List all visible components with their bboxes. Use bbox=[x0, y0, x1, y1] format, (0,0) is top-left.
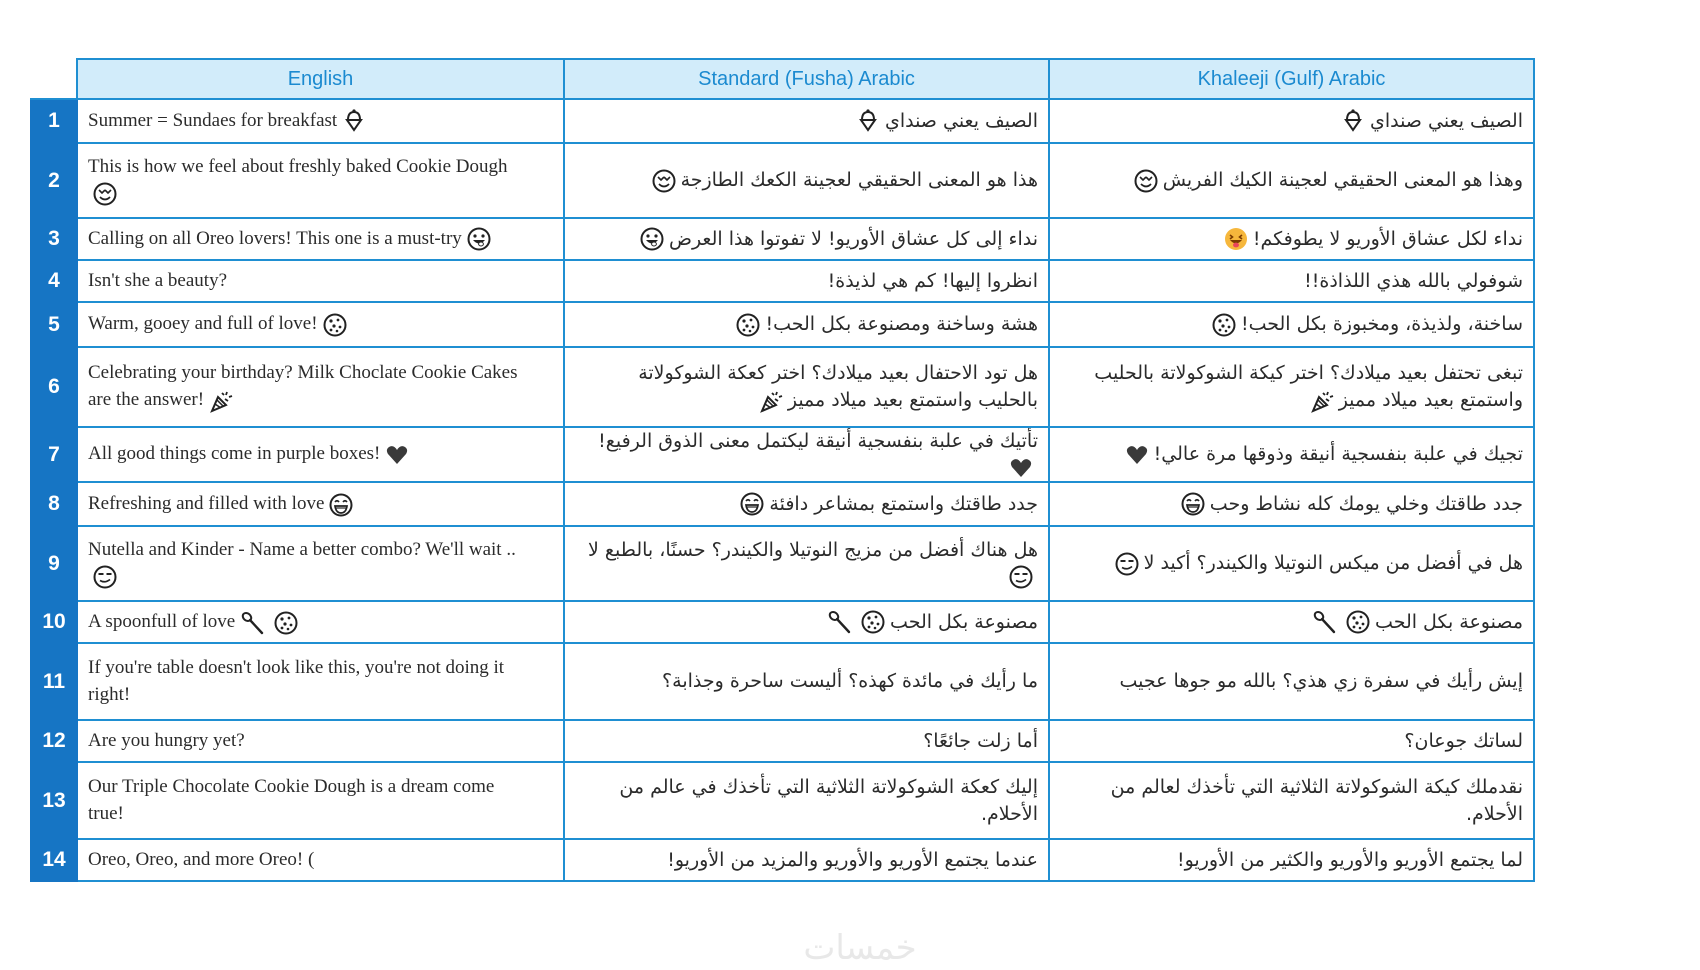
row-number: 7 bbox=[31, 427, 77, 482]
table-row bbox=[31, 643, 1534, 720]
tongue-face-icon bbox=[466, 226, 492, 252]
cookie-icon bbox=[273, 610, 299, 636]
english-cell: Are you hungry yet? bbox=[77, 720, 564, 762]
table-row bbox=[31, 302, 1534, 347]
khaleeji-cell: لما يجتمع الأوريو والأوريو والكثير من الأوريو! bbox=[1049, 839, 1534, 881]
confetti-icon bbox=[1309, 388, 1335, 414]
table-row bbox=[31, 839, 1534, 881]
khaleeji-cell: تجيك في علبة بنفسجية أنيقة وذوقها مرة عالي! bbox=[1049, 427, 1534, 482]
spoon-icon bbox=[826, 609, 852, 635]
table-row bbox=[31, 260, 1534, 302]
english-cell: All good things come in purple boxes! bbox=[77, 427, 564, 482]
tongue-face-icon bbox=[639, 226, 665, 252]
row-number: 9 bbox=[31, 526, 77, 601]
fusha-cell: إليك كعكة الشوكولاتة الثلاثية التي تأخذك في عالم من الأحلام. bbox=[564, 762, 1049, 839]
khaleeji-cell: شوفولي بالله هذي اللذاذة!! bbox=[1049, 260, 1534, 302]
table-row bbox=[31, 601, 1534, 643]
love-face-icon bbox=[651, 168, 677, 194]
tongue-face-color-icon bbox=[1223, 226, 1249, 252]
english-cell: Our Triple Chocolate Cookie Dough is a dream come true! bbox=[77, 762, 564, 839]
english-cell: Refreshing and filled with love bbox=[77, 482, 564, 526]
cookie-icon bbox=[1345, 609, 1371, 635]
table-row bbox=[31, 218, 1534, 260]
table-row bbox=[31, 99, 1534, 143]
khaleeji-cell: هل في أفضل من ميكس النوتيلا والكيندر؟ أكيد لا bbox=[1049, 526, 1534, 601]
english-cell: Celebrating your birthday? Milk Choclate Cookie Cakes are the answer! bbox=[77, 347, 564, 427]
smirk-face-icon bbox=[92, 564, 118, 590]
fusha-cell: هشة وساخنة ومصنوعة بكل الحب! bbox=[564, 302, 1049, 347]
table-row bbox=[31, 526, 1534, 601]
khaleeji-cell: مصنوعة بكل الحب bbox=[1049, 601, 1534, 643]
row-number: 13 bbox=[31, 762, 77, 839]
table-row bbox=[31, 762, 1534, 839]
khaleeji-cell: الصيف يعني صنداي bbox=[1049, 99, 1534, 143]
fusha-cell: انظروا إليها! كم هي لذيذة! bbox=[564, 260, 1049, 302]
english-cell: If you're table doesn't look like this, you're not doing it right! bbox=[77, 643, 564, 720]
fusha-cell: عندما يجتمع الأوريو والأوريو والمزيد من الأوريو! bbox=[564, 839, 1049, 881]
row-number: 5 bbox=[31, 302, 77, 347]
khaleeji-cell: ساخنة، ولذيذة، ومخبوزة بكل الحب! bbox=[1049, 302, 1534, 347]
fusha-cell: تأتيك في علبة بنفسجية أنيقة ليكتمل معنى الذوق الرفيع! bbox=[564, 427, 1049, 482]
row-number: 12 bbox=[31, 720, 77, 762]
khaleeji-cell: نقدملك كيكة الشوكولاتة الثلاثية التي تأخذك لعالم من الأحلام. bbox=[1049, 762, 1534, 839]
header-fusha-arabic: Standard (Fusha) Arabic bbox=[564, 59, 1049, 99]
english-cell: This is how we feel about freshly baked Cookie Dough bbox=[77, 143, 564, 218]
sundae-icon bbox=[1340, 108, 1366, 134]
confetti-icon bbox=[208, 388, 234, 414]
cookie-icon bbox=[1211, 312, 1237, 338]
fusha-cell: جدد طاقتك واستمتع بمشاعر دافئة bbox=[564, 482, 1049, 526]
khaleeji-cell: تبغى تحتفل بعيد ميلادك؟ اختر كيكة الشوكولاتة بالحليب واستمتع بعيد ميلاد مميز bbox=[1049, 347, 1534, 427]
table-row bbox=[31, 720, 1534, 762]
row-number: 8 bbox=[31, 482, 77, 526]
heart-icon bbox=[1124, 442, 1150, 468]
english-cell: Summer = Sundaes for breakfast bbox=[77, 99, 564, 143]
table-row bbox=[31, 482, 1534, 526]
love-face-icon bbox=[1133, 168, 1159, 194]
fusha-cell: نداء إلى كل عشاق الأوريو! لا تفوتوا هذا العرض bbox=[564, 218, 1049, 260]
english-cell: Oreo, Oreo, and more Oreo! ( bbox=[77, 839, 564, 881]
english-cell: Warm, gooey and full of love! bbox=[77, 302, 564, 347]
fusha-cell: ما رأيك في مائدة كهذه؟ أليست ساحرة وجذابة؟ bbox=[564, 643, 1049, 720]
cookie-icon bbox=[860, 609, 886, 635]
sundae-icon bbox=[341, 108, 367, 134]
row-number: 10 bbox=[31, 601, 77, 643]
sundae-icon bbox=[855, 108, 881, 134]
fusha-cell: مصنوعة بكل الحب bbox=[564, 601, 1049, 643]
fusha-cell: هذا هو المعنى الحقيقي لعجينة الكعك الطازجة bbox=[564, 143, 1049, 218]
corner-cell bbox=[31, 59, 77, 99]
row-number: 14 bbox=[31, 839, 77, 881]
english-cell: Isn't she a beauty? bbox=[77, 260, 564, 302]
row-number: 6 bbox=[31, 347, 77, 427]
watermark-logo: خمسات bbox=[803, 928, 917, 968]
cookie-icon bbox=[735, 312, 761, 338]
english-cell: Nutella and Kinder - Name a better combo? We'll wait .. bbox=[77, 526, 564, 601]
love-face-icon bbox=[92, 181, 118, 207]
smirk-face-icon bbox=[1008, 564, 1034, 590]
confetti-icon bbox=[758, 388, 784, 414]
grin-face-icon bbox=[739, 491, 765, 517]
smirk-face-icon bbox=[1114, 551, 1140, 577]
spoon-icon bbox=[1311, 609, 1337, 635]
heart-icon bbox=[384, 442, 410, 468]
row-number: 1 bbox=[31, 99, 77, 143]
khaleeji-cell: إيش رأيك في سفرة زي هذي؟ بالله مو جوها عجيب bbox=[1049, 643, 1534, 720]
fusha-cell: هل هناك أفضل من مزيج النوتيلا والكيندر؟ حسنًا، بالطبع لا bbox=[564, 526, 1049, 601]
grin-face-icon bbox=[1180, 491, 1206, 517]
spoon-icon bbox=[239, 610, 265, 636]
row-number: 11 bbox=[31, 643, 77, 720]
khaleeji-cell: لساتك جوعان؟ bbox=[1049, 720, 1534, 762]
header-english: English bbox=[77, 59, 564, 99]
cookie-icon bbox=[322, 312, 348, 338]
row-number: 3 bbox=[31, 218, 77, 260]
heart-icon bbox=[1008, 455, 1034, 481]
table-row bbox=[31, 347, 1534, 427]
header-khaleeji-arabic: Khaleeji (Gulf) Arabic bbox=[1049, 59, 1534, 99]
table-row bbox=[31, 143, 1534, 218]
english-cell: Calling on all Oreo lovers! This one is a must-try bbox=[77, 218, 564, 260]
grin-face-icon bbox=[328, 492, 354, 518]
fusha-cell: هل تود الاحتفال بعيد ميلادك؟ اختر كعكة الشوكولاتة بالحليب واستمتع بعيد ميلاد مميز bbox=[564, 347, 1049, 427]
khaleeji-cell: جدد طاقتك وخلي يومك كله نشاط وحب bbox=[1049, 482, 1534, 526]
khaleeji-cell: نداء لكل عشاق الأوريو لا يطوفكم! bbox=[1049, 218, 1534, 260]
fusha-cell: الصيف يعني صنداي bbox=[564, 99, 1049, 143]
table-row bbox=[31, 427, 1534, 482]
row-number: 4 bbox=[31, 260, 77, 302]
khaleeji-cell: وهذا هو المعنى الحقيقي لعجينة الكيك الفريش bbox=[1049, 143, 1534, 218]
fusha-cell: أما زلت جائعًا؟ bbox=[564, 720, 1049, 762]
row-number: 2 bbox=[31, 143, 77, 218]
translation-table bbox=[30, 58, 1535, 882]
english-cell: A spoonfull of love bbox=[77, 601, 564, 643]
